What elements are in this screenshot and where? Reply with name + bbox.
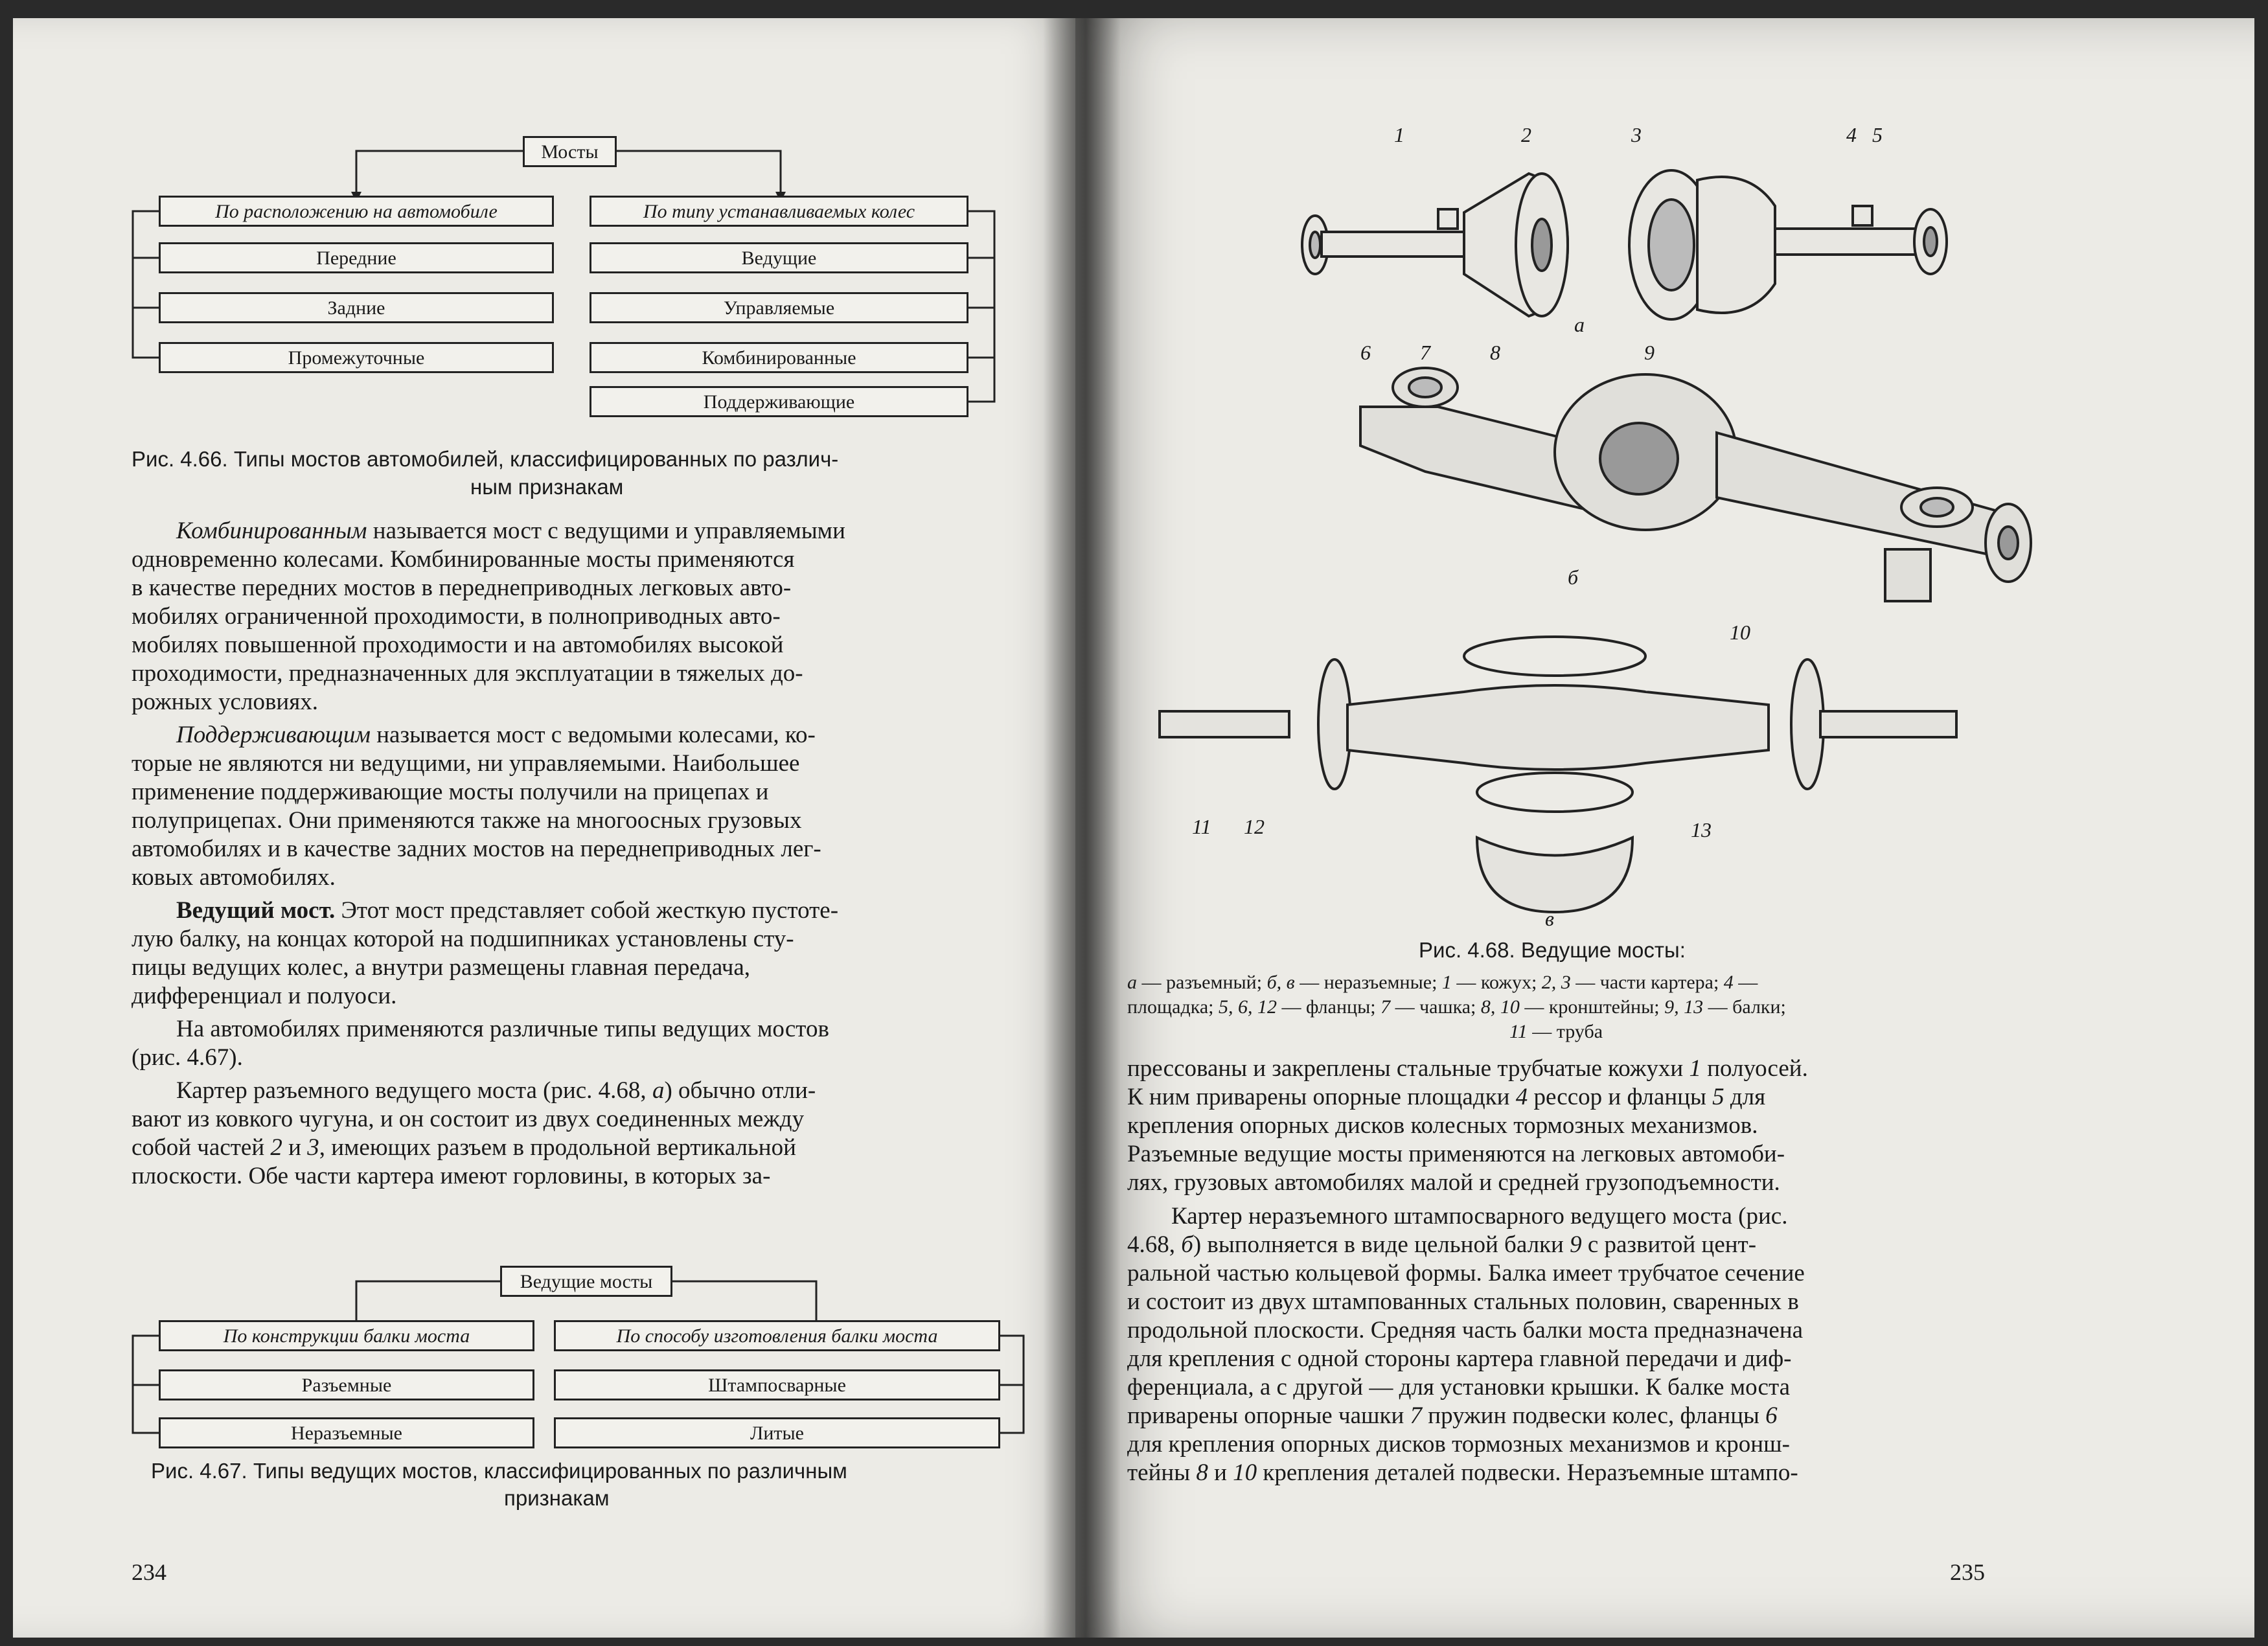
axle-c-cast-beam	[1160, 637, 1956, 912]
part-label-4: 4	[1846, 123, 1857, 146]
root-box-mosty: Мосты	[523, 136, 617, 167]
para1-line7: рожных условиях.	[132, 689, 318, 715]
group-box-beam-design: По конструкции балки моста	[159, 1320, 534, 1351]
left-page	[13, 18, 1075, 1638]
part-label-8: 8	[1490, 341, 1500, 364]
item-box-stamped-welded: Штампосварные	[554, 1369, 1000, 1400]
rpara1-line4: Разъемные ведущие мосты применяются на легковых автомоби-	[1127, 1141, 1785, 1167]
group-box-position: По расположению на автомобиле	[159, 196, 554, 227]
rpara2-line2: 4.68, б) выполняется в виде цельной балки 9 с развитой цент-	[1127, 1231, 1757, 1258]
fig467-caption-line2: признакам	[504, 1486, 610, 1510]
group-box-beam-manufacture: По способу изготовления балки моста	[554, 1320, 1000, 1351]
para1-line2: одновременно колесами. Комбинированные мосты применяются	[132, 546, 795, 573]
item-box-non-split: Неразъемные	[159, 1417, 534, 1448]
para5-line2: вают из ковкого чугуна, и он состоит из двух соединенных между	[132, 1106, 805, 1132]
para2-line4: полуприцепах. Они применяются также на многоосных грузовых	[132, 807, 802, 834]
rpara2-line6: для крепления с одной стороны картера главной передачи и диф-	[1127, 1345, 1792, 1372]
rpara2-line9: для крепления опорных дисков тормозных механизмов и кронш-	[1127, 1431, 1790, 1457]
rpara2-line7: ференциала, а с другой — для установки крышки. К балке моста	[1127, 1374, 1791, 1400]
para5-line1: Картер разъемного ведущего моста (рис. 4.68, а) обычно отли-	[176, 1077, 816, 1104]
sub-label-a: а	[1574, 313, 1585, 336]
para3-line3: пицы ведущих колес, а внутри размещены главная передача,	[132, 954, 751, 981]
para3-line4: дифференциал и полуоси.	[132, 983, 397, 1009]
part-label-5: 5	[1872, 123, 1883, 146]
axle-a-split	[1302, 170, 1947, 319]
rpara2-line4: и состоит из двух штампованных стальных половин, сваренных в	[1127, 1288, 1799, 1315]
part-label-7: 7	[1420, 341, 1430, 364]
page-number-left: 234	[132, 1559, 166, 1585]
item-box-cast: Литые	[554, 1417, 1000, 1448]
part-label-2: 2	[1521, 123, 1531, 146]
para1-line6: проходимости, предназначенных для эксплуатации в тяжелых до-	[132, 660, 803, 687]
rpara1-line3: крепления опорных дисков колесных тормозных механизмов.	[1127, 1112, 1758, 1139]
item-box-intermediate: Промежуточные	[159, 342, 554, 373]
para2-line2: торые не являются ни ведущими, ни управляемыми. Наибольшее	[132, 750, 800, 777]
fig468-legend-line1: а — разъемный; б, в — неразъемные; 1 — кожух; 2, 3 — части картера; 4 —	[1127, 972, 1758, 993]
axle-b-stamped	[1360, 368, 2031, 601]
part-label-10: 10	[1730, 621, 1750, 644]
root-box-driving-axles: Ведущие мосты	[500, 1266, 672, 1297]
part-label-11: 11	[1192, 815, 1211, 838]
item-box-combined: Комбинированные	[590, 342, 968, 373]
sub-label-b: б	[1568, 566, 1579, 589]
fig468-caption: Рис. 4.68. Ведущие мосты:	[1419, 938, 1686, 962]
part-label-12: 12	[1244, 815, 1265, 838]
sub-label-c: в	[1545, 907, 1554, 930]
rpara2-line5: продольной плоскости. Средняя часть балки моста предназначена	[1127, 1317, 1804, 1343]
para1-line5: мобилях повышенной проходимости и на автомобилях высокой	[132, 632, 784, 658]
para1-line4: мобилях ограниченной проходимости, в полноприводных авто-	[132, 603, 781, 630]
rpara2-line8: приварены опорные чашки 7 пружин подвески колес, фланцы 6	[1127, 1402, 1778, 1429]
term-supporting: Поддерживающим	[176, 722, 371, 748]
item-box-rear: Задние	[159, 292, 554, 323]
item-box-driving: Ведущие	[590, 242, 968, 273]
rpara2-line3: ральной частью кольцевой формы. Балка имеет трубчатое сечение	[1127, 1260, 1805, 1286]
rpara1-line5: лях, грузовых автомобилях малой и средней грузоподъемности.	[1127, 1169, 1780, 1196]
para3-line1: Ведущий мост. Этот мост представляет собой жесткую пустоте-	[176, 897, 839, 924]
rpara2-line10: тейны 8 и 10 крепления деталей подвески. Неразъемные штампо-	[1127, 1459, 1798, 1486]
item-box-front: Передние	[159, 242, 554, 273]
page-number-right: 235	[1950, 1559, 1985, 1585]
fig468-legend-line2: площадка; 5, 6, 12 — фланцы; 7 — чашка; 8, 10 — кронштейны; 9, 13 — балки;	[1127, 996, 1786, 1018]
para1-line3: в качестве передних мостов в переднеприводных легковых авто-	[132, 575, 792, 601]
part-label-6: 6	[1360, 341, 1371, 364]
para2-line6: ковых автомобилях.	[132, 864, 336, 891]
para5-line3: собой частей 2 и 3, имеющих разъем в продольной вертикальной	[132, 1134, 796, 1161]
para2-line5: автомобилях и в качестве задних мостов на переднеприводных лег-	[132, 836, 821, 862]
rpara1-line2: К ним приварены опорные площадки 4 рессор и фланцы 5 для	[1127, 1084, 1766, 1110]
para1-line1: Комбинированным называется мост с ведущими и управляемыми	[176, 518, 845, 544]
term-combined: Комбинированным	[176, 518, 367, 544]
group-box-wheel-type: По типу устанавливаемых колес	[590, 196, 968, 227]
rpara2-line1: Картер неразъемного штампосварного ведущего моста (рис.	[1171, 1203, 1788, 1229]
para2-line3: применение поддерживающие мосты получили на прицепах и	[132, 779, 769, 805]
para5-line4: плоскости. Обе части картера имеют горловины, в которых за-	[132, 1163, 771, 1189]
rpara1-line1: прессованы и закреплены стальные трубчатые кожухи 1 полуосей.	[1127, 1055, 1808, 1082]
item-box-steered: Управляемые	[590, 292, 968, 323]
right-page	[1075, 18, 2254, 1638]
para4-line1: На автомобилях применяются различные типы ведущих мостов	[176, 1016, 829, 1042]
part-label-1: 1	[1394, 123, 1404, 146]
part-label-3: 3	[1631, 123, 1642, 146]
para4-line2: (рис. 4.67).	[132, 1044, 243, 1071]
term-driving-axle: Ведущий мост.	[176, 897, 336, 924]
item-box-supporting: Поддерживающие	[590, 386, 968, 417]
fig466-caption-line1: Рис. 4.66. Типы мостов автомобилей, классифицированных по различ-	[132, 447, 839, 471]
para2-line1: Поддерживающим называется мост с ведомыми колесами, ко-	[176, 722, 816, 748]
fig466-caption-line2: ным признакам	[470, 475, 624, 499]
part-label-9: 9	[1644, 341, 1655, 364]
item-box-split: Разъемные	[159, 1369, 534, 1400]
book-gutter-shadow	[1043, 18, 1121, 1638]
para3-line2: лую балку, на концах которой на подшипниках установлены сту-	[132, 926, 794, 952]
part-label-13: 13	[1691, 818, 1712, 841]
fig467-caption-line1: Рис. 4.67. Типы ведущих мостов, классифицированных по различным	[151, 1459, 847, 1483]
fig468-legend-line3: 11 — труба	[1509, 1021, 1603, 1042]
